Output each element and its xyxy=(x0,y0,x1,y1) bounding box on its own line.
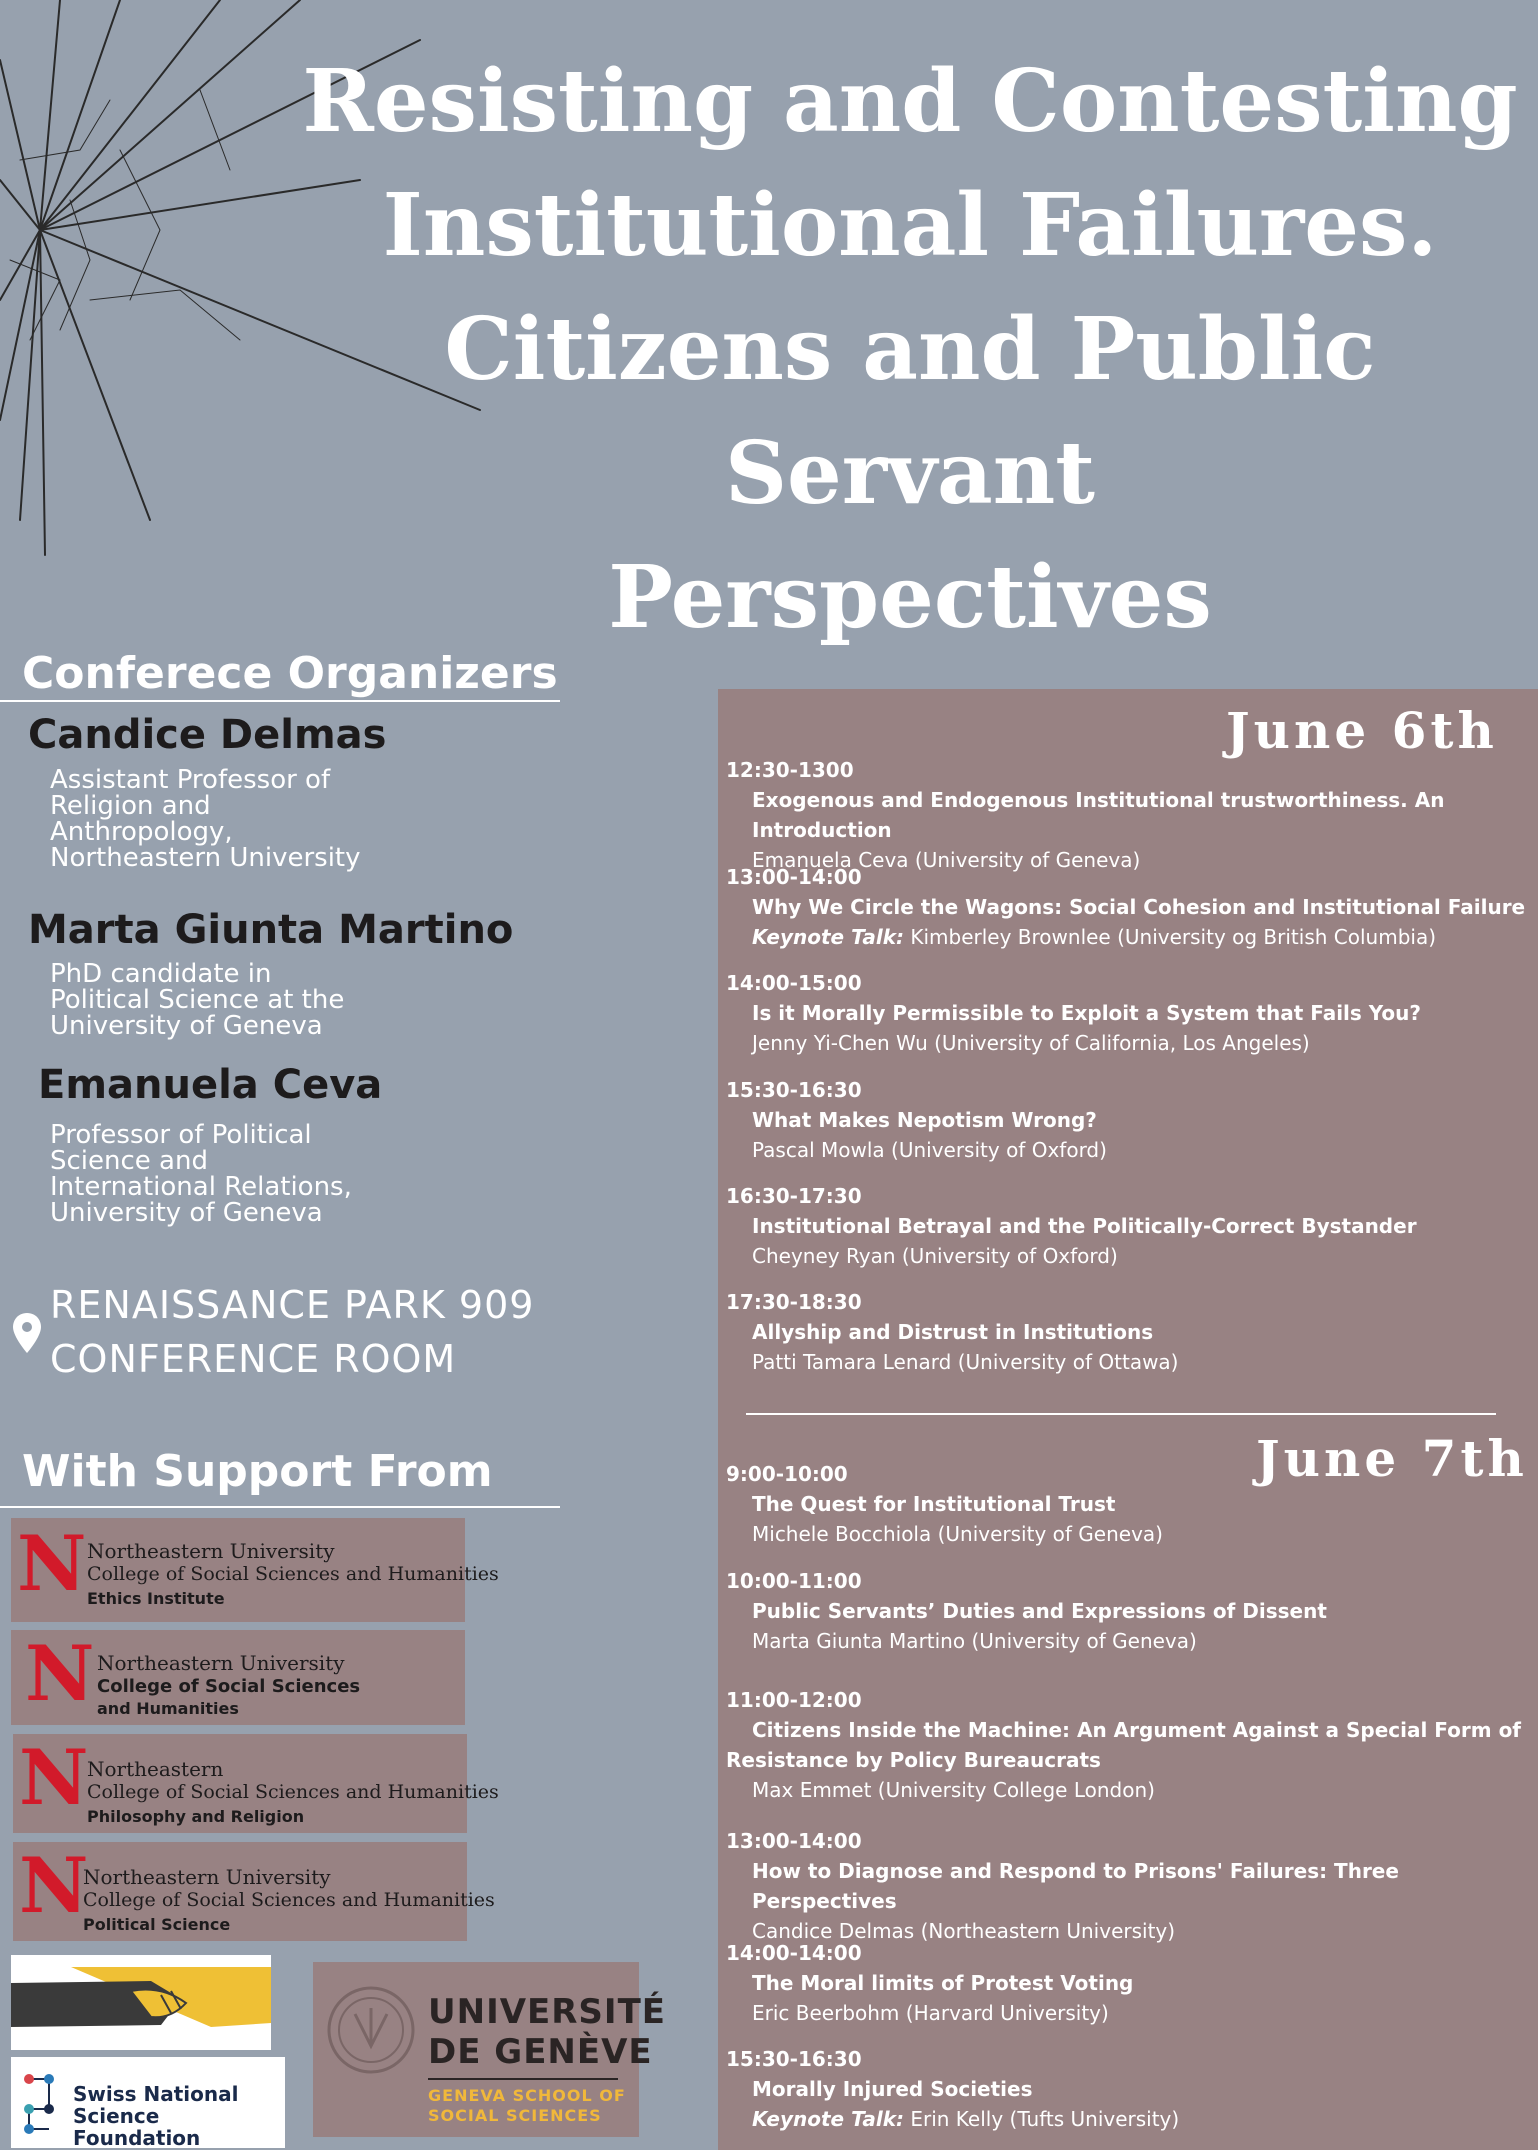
session-speaker: Eric Beerbohm (Harvard University) xyxy=(752,2001,1109,2025)
sponsor-logo-philosophy-religion: N Northeastern College of Social Sciences and Humanities Philosophy and Religion xyxy=(13,1734,467,1833)
session-time: 13:00-14:00 xyxy=(726,865,862,889)
title-line: Citizens and Public Servant xyxy=(444,299,1376,524)
organizers-divider xyxy=(0,700,560,702)
session-title: The Moral limits of Protest Voting xyxy=(752,1971,1134,1995)
session-speaker: Max Emmet (University College London) xyxy=(752,1778,1155,1802)
location-pin-icon xyxy=(12,1312,42,1354)
title-line: Perspectives xyxy=(608,547,1212,648)
session-time: 17:30-18:30 xyxy=(726,1290,862,1314)
organizers-heading: Conferece Organizers xyxy=(22,648,558,699)
northeastern-n-logo: N xyxy=(25,1629,95,1718)
venue-address: RENAISSANCE PARK 909 CONFERENCE ROOM xyxy=(50,1283,535,1381)
keynote-label: Keynote Talk: xyxy=(752,2107,904,2131)
program-session xyxy=(726,968,1531,1058)
session-title: Exogenous and Endogenous Institutional trustworthiness. An Introduction xyxy=(752,788,1445,842)
session-time: 14:00-15:00 xyxy=(726,971,862,995)
organizer-name: Marta Giunta Martino xyxy=(28,907,514,953)
program-session xyxy=(726,1826,1531,1946)
program-session xyxy=(726,1938,1531,2028)
day-heading: June 7th xyxy=(1256,1429,1528,1488)
session-time: 9:00-10:00 xyxy=(726,1462,848,1486)
session-time: 16:30-17:30 xyxy=(726,1184,862,1208)
snsf-network-icon xyxy=(19,2069,69,2139)
day-divider xyxy=(746,1413,1496,1415)
session-title: Public Servants’ Duties and Expressions of Dissent xyxy=(752,1599,1327,1623)
organizer-description: Assistant Professor of Religion and Anthropology, Northeastern University xyxy=(50,765,361,873)
organizer-name: Emanuela Ceva xyxy=(38,1062,383,1108)
session-title: Allyship and Distrust in Institutions xyxy=(752,1320,1154,1344)
session-time: 11:00-12:00 xyxy=(726,1688,862,1712)
sponsor-logo-ethics-institute: N Northeastern University College of Social Sciences and Humanities Ethics Institute xyxy=(11,1518,465,1622)
unige-logo: UNIVERSITÉ DE GENÈVE GENEVA SCHOOL OF SOCIAL SCIENCES xyxy=(313,1962,639,2137)
snsf-logo: Swiss National Science Foundation xyxy=(11,2057,285,2148)
sponsor-logo-political-science: N Northeastern University College of Social Sciences and Humanities Political Science xyxy=(13,1842,467,1941)
session-title: Institutional Betrayal and the Politically-Correct Bystander xyxy=(752,1214,1417,1238)
session-time: 15:30-16:30 xyxy=(726,2047,862,2071)
sponsor-logo-college: N Northeastern University College of Social Sciences and Humanities xyxy=(11,1630,465,1725)
session-speaker: Emanuela Ceva (University of Geneva) xyxy=(752,848,1141,872)
northeastern-n-logo: N xyxy=(17,1519,87,1608)
session-speaker: Keynote Talk: Erin Kelly (Tufts University) xyxy=(752,2107,1180,2131)
session-time: 12:30-1300 xyxy=(726,758,854,782)
organizer-description: Professor of Political Science and International Relations, University of Geneva xyxy=(50,1120,352,1228)
keynote-label: Keynote Talk: xyxy=(752,925,904,949)
session-speaker: Candice Delmas (Northeastern University) xyxy=(752,1919,1176,1943)
session-speaker: Michele Bocchiola (University of Geneva) xyxy=(752,1522,1163,1546)
organizer-description: PhD candidate in Political Science at the University of Geneva xyxy=(50,959,345,1041)
program-session xyxy=(726,1075,1531,1165)
organizer-name: Candice Delmas xyxy=(28,712,387,758)
support-heading: With Support From xyxy=(22,1446,493,1497)
session-title: What Makes Nepotism Wrong? xyxy=(752,1108,1097,1132)
session-speaker: Keynote Talk: Kimberley Brownlee (University og British Columbia) xyxy=(752,925,1437,949)
program-panel xyxy=(718,689,1538,2150)
session-title: Why We Circle the Wagons: Social Cohesion and Institutional Failure xyxy=(752,895,1526,919)
program-session xyxy=(726,1566,1531,1656)
unige-seal-icon xyxy=(325,1984,417,2076)
program-session xyxy=(726,862,1531,952)
program-session xyxy=(726,1287,1531,1377)
program-session xyxy=(726,755,1531,875)
session-time: 15:30-16:30 xyxy=(726,1078,862,1102)
session-title: How to Diagnose and Respond to Prisons' Failures: Three Perspectives xyxy=(752,1859,1399,1913)
northeastern-n-logo: N xyxy=(19,1841,89,1930)
session-time: 13:00-14:00 xyxy=(726,1829,862,1853)
session-title: Morally Injured Societies xyxy=(752,2077,1033,2101)
session-title: The Quest for Institutional Trust xyxy=(752,1492,1116,1516)
program-session xyxy=(726,1685,1531,1805)
day-heading: June 6th xyxy=(1226,701,1498,760)
support-divider xyxy=(0,1506,560,1508)
page-title xyxy=(290,40,1530,660)
program-session xyxy=(726,2044,1531,2134)
session-speaker: Patti Tamara Lenard (University of Ottawa) xyxy=(752,1350,1179,1374)
session-speaker: Jenny Yi-Chen Wu (University of California, Los Angeles) xyxy=(752,1031,1310,1055)
session-time: 14:00-14:00 xyxy=(726,1941,862,1965)
handshake-logo xyxy=(11,1955,271,2050)
session-title: Is it Morally Permissible to Exploit a System that Fails You? xyxy=(752,1001,1422,1025)
program-session xyxy=(726,1459,1531,1549)
title-line: Institutional Failures. xyxy=(382,175,1438,276)
session-title: Citizens Inside the Machine: An Argument Against a Special Form of Resistance by Policy Bureaucrats xyxy=(726,1718,1522,1772)
program-session xyxy=(726,1181,1531,1271)
session-time: 10:00-11:00 xyxy=(726,1569,862,1593)
session-speaker: Pascal Mowla (University of Oxford) xyxy=(752,1138,1107,1162)
session-speaker: Cheyney Ryan (University of Oxford) xyxy=(752,1244,1118,1268)
title-line: Resisting and Contesting xyxy=(302,51,1518,152)
session-speaker: Marta Giunta Martino (University of Geneva) xyxy=(752,1629,1197,1653)
northeastern-n-logo: N xyxy=(19,1733,89,1822)
